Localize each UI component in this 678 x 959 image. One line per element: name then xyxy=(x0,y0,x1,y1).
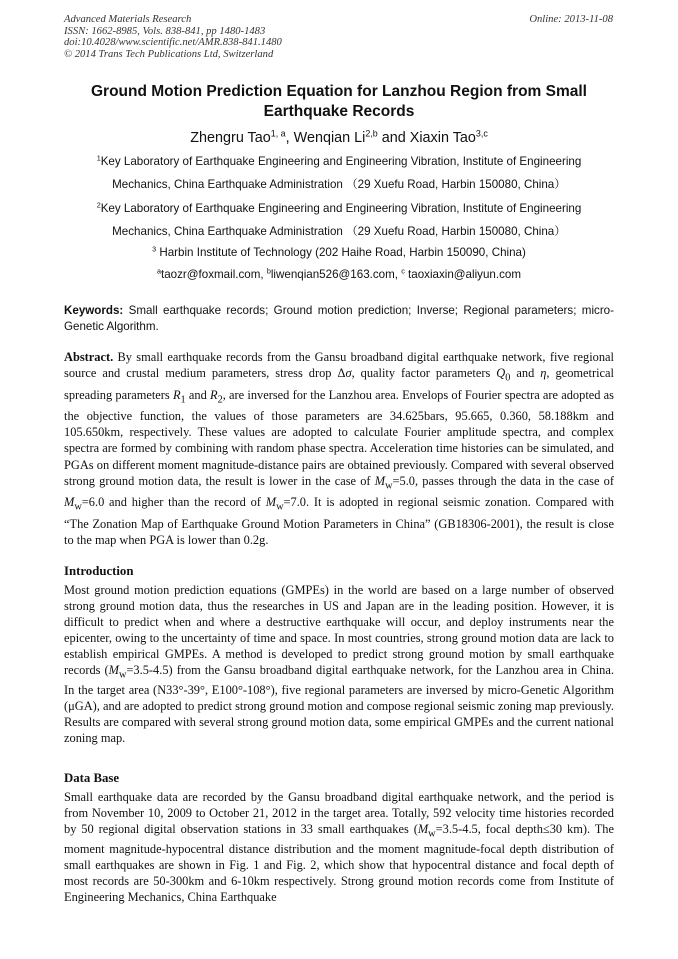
database-paragraph: Small earthquake data are recorded by the Gansu broadband digital earthquake network, and the period is from November 10, 2009 to October 21, 2012 in the target area. Totally, 592 velocity time histories recorded by 50 regional digital observation stations in 33 small earthquakes ($M_w=3.5-4.5$, focal depth≤30 km). The moment magnitude-hypocentral distance distribution and the moment magnitude-focal depth distribution of small earthquakes are shown in Fig. 1 and Fig. 2, which show that hypocentral distance and focal depth of most records are 50-300km and 6-10km respectively. Strong ground motion records come from Institute of Engineering Mechanics, China Earthquake xyxy=(64,790,614,904)
affiliation-line: $^1$Key Laboratory of Earthquake Engineering and Engineering Vibration, Institute of Engineering xyxy=(96,153,582,168)
author-name: Zhengru Tao xyxy=(190,130,271,146)
introduction-paragraph: Most ground motion prediction equations (GMPEs) in the world are based on a large number of observed strong ground motion data, thus the researches in US and Japan are in the leading position. However, it is difficult to predict when and where a destructive earthquake will occur, and deploy instruments near the epicenter, owing to the uncertainty of time and space. In most countries, strong ground motion data are lack to establish empirical GMPEs. A method is developed to predict strong ground motion by small earthquake records $(M_w=3.5-4.5)$ from the Gansu broadband digital earthquake network, for the Lanzhou area in China. In the target area (N33°-39°, E100°-108°), five regional parameters are inversed by micro-Genetic Algorithm (μGA), and are adopted to predict strong ground motion and compose regional seismic zoning map previously. Results are compared with several strong ground motion data, some empirical GMPEs and the current national zoning map. xyxy=(64,583,614,745)
doi-line: doi:10.4028/www.scientific.net/AMR.838-841.1480 xyxy=(64,37,282,49)
author-name: , Wenqian Li xyxy=(285,130,366,146)
email-c: taoxiaxin@aliyun.com xyxy=(404,268,521,281)
copyright-line: © 2014 Trans Tech Publications Ltd, Switzerland xyxy=(64,48,274,60)
author-name: and Xiaxin Tao xyxy=(377,130,476,146)
online-date: Online: 2013-11-08 xyxy=(529,14,613,25)
abstract: Abstract. By small earthquake records from the Gansu broadband digital earthquake network, five regional source and crustal medium parameters, stress drop Δσ, quality factor parameters $Q_0$ and η, geometrical spreading parameters $R_1$ and $R_2$, are inversed for the Lanzhou area. Envelops of Fourier spectra are adopted as the objective function, the values of those parameters are 34.625bars, 95.665, 0.360, 58.188km and 105.650km, respectively. These values are adopted to calculate Fourier amplitude spectra, and complex spectra are formed by combining with random phase spectra. Acceleration time histories can be simulated, and PGAs on different moment magnitude-distance pairs are obtained previously. Compared with several observed strong ground motion data, the result is lower in the case of $M_w=5.0$, passes through the data in the case of $M_w=6.0$ and higher than the record of $M_w=7.0$. It is adopted in regional seismic zonation. Compared with “The Zonation Map of Earthquake Ground Motion Parameters in China” (GB18306-2001), the result is close to the map when PGA is lower than 0.2g. xyxy=(64,350,614,547)
paper-title: Ground Motion Prediction Equation for Lanzhou Region from Small Earthquake Records xyxy=(91,83,587,120)
affiliation-superscript: 3 xyxy=(152,244,157,254)
affiliation-superscript: 1 xyxy=(96,153,101,163)
journal-name: Advanced Materials Research xyxy=(64,14,192,25)
affiliation-1 xyxy=(64,155,614,192)
author-superscript: 1, a xyxy=(270,128,286,139)
affiliation-3: $^3$ Harbin Institute of Technology (202 Haihe Road, Harbin 150090, China) xyxy=(152,244,526,259)
abstract-label: Abstract. xyxy=(64,350,114,364)
affiliation-line: Mechanics, China Earthquake Administration （29 Xuefu Road, Harbin 150080, China） xyxy=(112,178,566,191)
section-heading-database: Data Base xyxy=(64,771,120,785)
keywords xyxy=(64,303,614,334)
affiliation-2 xyxy=(64,202,614,239)
email-b: liwenqian526@163.com, xyxy=(270,268,402,281)
author-line xyxy=(64,129,614,147)
email-line: $^a$taozr@foxmail.com, $^b$liwenqian526@163.com, $^c$ taoxiaxin@aliyun.com xyxy=(157,266,521,281)
affiliation-superscript: 2 xyxy=(96,200,101,210)
journal-header xyxy=(64,14,282,60)
keywords-text: Small earthquake records; Ground motion prediction; Inverse; Regional parameters; micro-Genetic Algorithm. xyxy=(64,304,614,333)
author-superscript: 2,b xyxy=(365,128,378,139)
affiliation-line: $^2$Key Laboratory of Earthquake Engineering and Engineering Vibration, Institute of Engineering xyxy=(96,200,582,215)
author-superscript: 3,c xyxy=(475,128,488,139)
affiliation-line: Mechanics, China Earthquake Administration （29 Xuefu Road, Harbin 150080, China） xyxy=(112,225,566,238)
keywords-label: Keywords: xyxy=(64,304,124,317)
issn-line: ISSN: 1662-8985, Vols. 838-841, pp 1480-1483 xyxy=(64,25,266,37)
section-heading-introduction: Introduction xyxy=(64,564,134,578)
email-a: taozr@foxmail.com, xyxy=(161,268,267,281)
